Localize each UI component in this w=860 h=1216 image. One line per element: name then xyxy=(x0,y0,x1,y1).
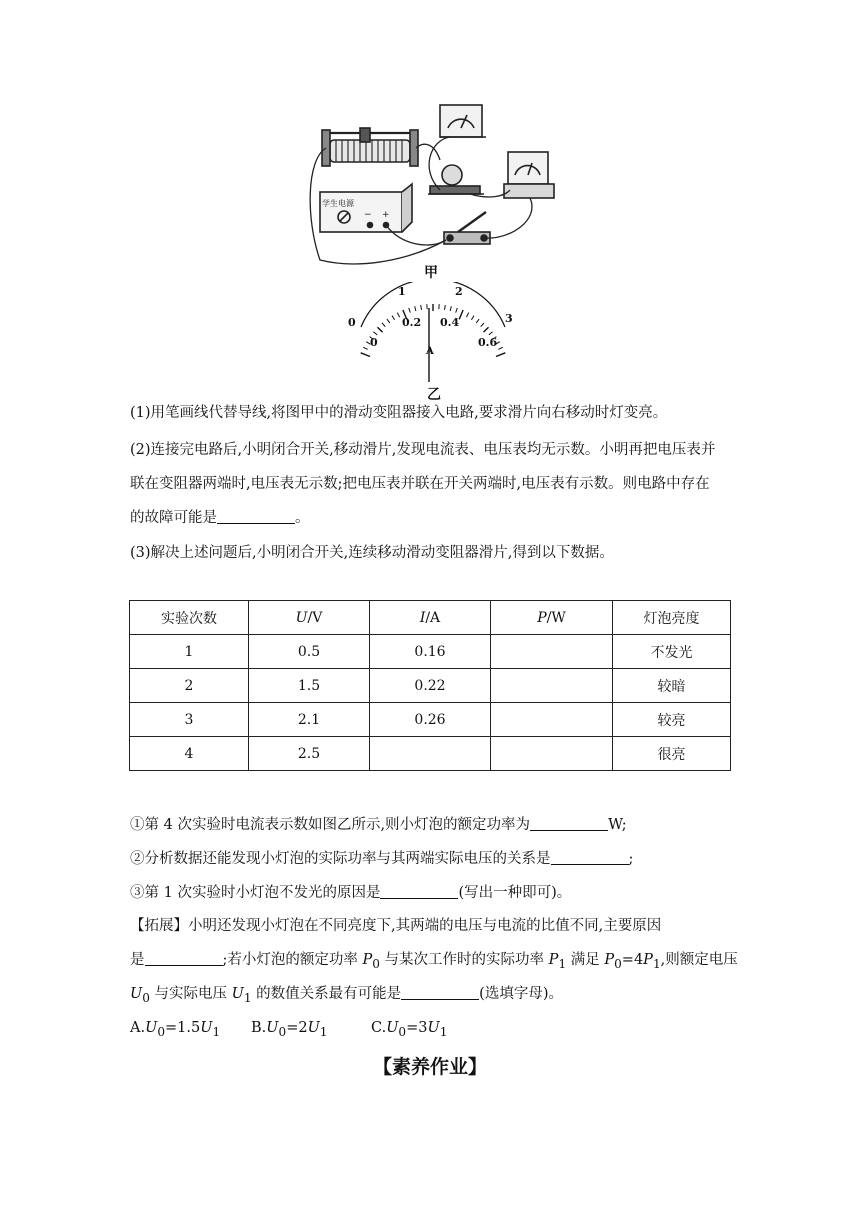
option-a: $A.U_0=1.5U_1$ xyxy=(130,1020,221,1039)
dial-tick xyxy=(445,305,446,310)
dial-tick xyxy=(363,347,368,349)
ammeter xyxy=(504,152,554,198)
table-row xyxy=(130,703,731,737)
answer-blank[interactable] xyxy=(530,816,608,831)
answer-blank[interactable] xyxy=(551,850,629,865)
inner-label-04: 0.4 xyxy=(440,316,460,329)
question-3: (3)解决上述问题后,小明闭合开关,连续移动滑动变阻器滑片,得到以下数据。 xyxy=(130,545,614,561)
figure-caption-yi: 乙 xyxy=(427,387,441,403)
table-cell: 0.22 xyxy=(370,669,491,703)
power-minus: − xyxy=(364,210,372,220)
question-1: (1)用笔画线代替导线,将图甲中的滑动变阻器接入电路,要求滑片向右移动时灯变亮。 xyxy=(130,405,668,421)
switch xyxy=(444,212,490,244)
outer-label-3: 3 xyxy=(505,312,513,325)
answer-blank[interactable] xyxy=(401,985,479,1000)
outer-label-1: 1 xyxy=(398,285,406,298)
extension-line-1: 【拓展】小明还发现小灯泡在不同亮度下,其两端的电压与电流的比值不同,主要原因 xyxy=(130,918,662,934)
question-2-line-2: 联在变阻器两端时,电压表无示数;把电压表并联在开关两端时,电压表有示数。则电路中存在 xyxy=(130,476,710,492)
table-row xyxy=(130,669,731,703)
table-cell: 0.26 xyxy=(370,703,491,737)
header-cell: P/W xyxy=(491,601,613,635)
table-cell: 2 xyxy=(130,669,249,703)
dial-tick xyxy=(421,305,422,310)
lamp xyxy=(428,165,484,194)
unit-label: A xyxy=(426,346,434,357)
inner-label-02: 0.2 xyxy=(402,316,422,329)
dial-tick xyxy=(378,327,383,332)
dial-tick xyxy=(489,332,493,335)
table-cell: 2.1 xyxy=(249,703,370,737)
voltmeter xyxy=(440,105,486,137)
power-supply xyxy=(320,184,412,232)
rheostat xyxy=(322,128,418,166)
dial-tick xyxy=(373,332,377,335)
table-cell[interactable] xyxy=(491,635,613,669)
dial-tick xyxy=(459,310,463,319)
question-2-line-1: (2)连接完电路后,小明闭合开关,移动滑片,发现电流表、电压表均无示数。小明再把电压表并 xyxy=(130,442,716,458)
power-label: 学生电源 xyxy=(322,199,354,208)
header-cell: U/V xyxy=(249,601,370,635)
section-title: 【素养作业】 xyxy=(372,1056,487,1078)
header-cell: 灯泡亮度 xyxy=(613,601,731,635)
dial-tick xyxy=(450,306,451,311)
extension-line-2: 是 ;若小灯泡的额定功率 $P_0$ 与某次工作时的实际功率 $P_1$ 满足 $P_0=4P_1$,则额定电压 xyxy=(130,952,738,971)
table-cell: 不发光 xyxy=(613,635,731,669)
outer-label-0: 0 xyxy=(348,316,356,329)
inner-label-06: 0.6 xyxy=(478,336,498,349)
dial-tick xyxy=(481,323,484,327)
dial-tick xyxy=(496,353,505,357)
table-cell[interactable] xyxy=(491,737,613,771)
table-header-row xyxy=(130,601,731,635)
table-cell[interactable] xyxy=(370,737,491,771)
answer-blank[interactable] xyxy=(145,951,223,966)
table-cell: 0.5 xyxy=(249,635,370,669)
table-cell: 很亮 xyxy=(613,737,731,771)
inner-label-0: 0 xyxy=(370,336,378,349)
option-c: $C.U_0=3U_1$ xyxy=(371,1020,448,1039)
dial-tick xyxy=(409,308,411,313)
dial-tick xyxy=(382,323,385,327)
table-cell: 1.5 xyxy=(249,669,370,703)
dial-tick xyxy=(415,306,416,311)
header-cell: I/A xyxy=(370,601,491,635)
dial-tick xyxy=(498,347,503,349)
table-cell: 较暗 xyxy=(613,669,731,703)
extension-line-3: $U_0$ 与实际电压 $U_1$ 的数值关系最有可能是 (选填字母)。 xyxy=(130,986,563,1005)
table-cell: 0.16 xyxy=(370,635,491,669)
answer-blank[interactable] xyxy=(217,509,295,524)
dial-tick xyxy=(397,313,399,318)
table-row xyxy=(130,737,731,771)
question-2-line-3: 的故障可能是 。 xyxy=(130,510,310,526)
table-cell: 4 xyxy=(130,737,249,771)
dial-tick xyxy=(392,316,395,320)
dial-tick xyxy=(387,319,390,323)
table-cell[interactable] xyxy=(491,669,613,703)
power-plus: + xyxy=(382,210,390,220)
table-cell: 2.5 xyxy=(249,737,370,771)
dial-tick xyxy=(471,316,474,320)
option-b: $B.U_0=2U_1$ xyxy=(251,1020,328,1039)
dial-tick xyxy=(361,353,370,357)
answer-blank[interactable] xyxy=(380,884,458,899)
table-cell: 较亮 xyxy=(613,703,731,737)
table-row xyxy=(130,635,731,669)
dial-tick xyxy=(476,319,479,323)
circuit-figure xyxy=(300,100,570,265)
dial-tick xyxy=(484,327,489,332)
dial-tick xyxy=(456,308,458,313)
sub-question-3: ③第 1 次实验时小灯泡不发光的原因是 (写出一种即可)。 xyxy=(130,885,572,901)
sub-question-1: ①第 4 次实验时电流表示数如图乙所示,则小灯泡的额定功率为 W; xyxy=(130,817,627,833)
data-table xyxy=(129,600,731,771)
table-cell: 3 xyxy=(130,703,249,737)
dial-tick xyxy=(466,313,468,318)
figure-caption-jia: 甲 xyxy=(424,265,438,281)
ammeter-dial xyxy=(338,282,528,384)
table-cell[interactable] xyxy=(491,703,613,737)
header-cell: 实验次数 xyxy=(130,601,249,635)
outer-label-2: 2 xyxy=(455,285,463,298)
sub-question-2: ②分析数据还能发现小灯泡的实际功率与其两端实际电压的关系是 ; xyxy=(130,851,634,867)
table-cell: 1 xyxy=(130,635,249,669)
